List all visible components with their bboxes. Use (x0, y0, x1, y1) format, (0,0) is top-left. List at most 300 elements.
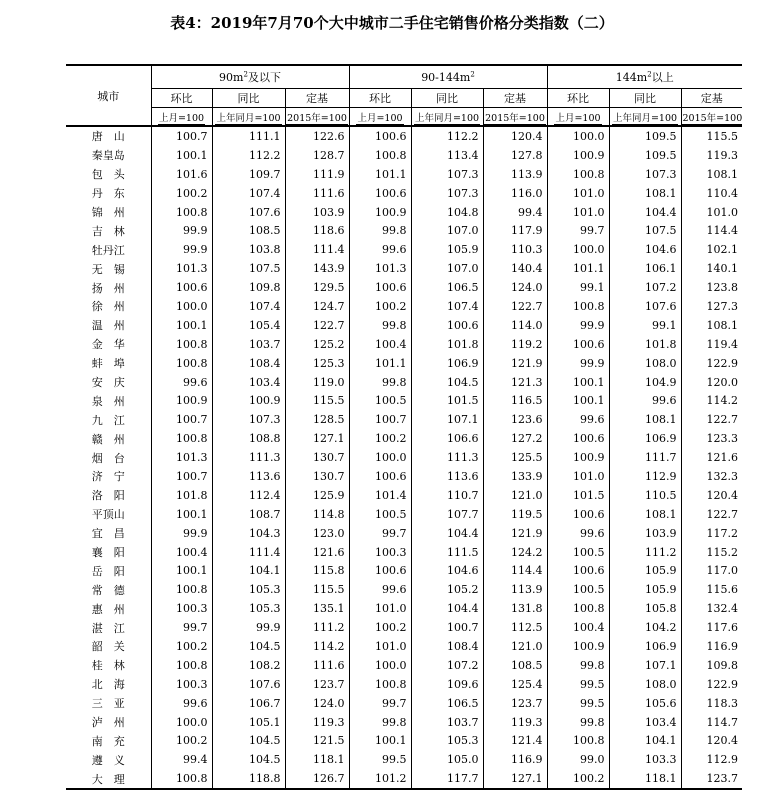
index-value: 100.2 (151, 732, 212, 751)
index-value: 100.0 (349, 656, 411, 675)
index-value: 107.6 (212, 203, 285, 222)
base-header-text: 上月=100 (357, 112, 403, 124)
city-name: 平顶山 (66, 505, 151, 524)
index-value: 111.7 (609, 448, 681, 467)
index-value: 100.6 (547, 429, 609, 448)
index-value: 122.7 (483, 297, 547, 316)
index-value: 100.9 (547, 448, 609, 467)
table-row (66, 297, 742, 316)
index-value: 100.6 (349, 126, 411, 146)
table-header (66, 65, 742, 126)
index-value: 126.7 (285, 769, 349, 789)
table-row (66, 713, 742, 732)
index-value: 101.8 (151, 486, 212, 505)
index-value: 115.5 (285, 391, 349, 410)
index-value: 101.1 (547, 259, 609, 278)
index-value: 111.2 (609, 543, 681, 562)
city-column-header: 城市 (66, 65, 151, 126)
city-name: 惠 州 (66, 599, 151, 618)
index-value: 106.9 (609, 637, 681, 656)
index-value: 99.1 (609, 316, 681, 335)
index-value: 125.9 (285, 486, 349, 505)
index-value: 100.6 (547, 505, 609, 524)
index-value: 100.8 (151, 335, 212, 354)
index-value: 129.5 (285, 278, 349, 297)
index-value: 125.2 (285, 335, 349, 354)
index-value: 107.0 (411, 259, 483, 278)
index-value: 99.4 (483, 203, 547, 222)
index-value: 105.3 (212, 580, 285, 599)
index-value: 100.2 (349, 429, 411, 448)
index-value: 121.5 (285, 732, 349, 751)
index-value: 131.8 (483, 599, 547, 618)
index-value: 121.9 (483, 524, 547, 543)
base-header-2015 (285, 108, 349, 127)
group-header-text: 及以下 (247, 71, 281, 84)
index-value: 111.1 (212, 126, 285, 146)
table-row (66, 240, 742, 259)
index-value: 107.2 (411, 656, 483, 675)
index-value: 100.9 (349, 203, 411, 222)
index-value: 108.5 (483, 656, 547, 675)
index-value: 100.6 (349, 184, 411, 203)
index-value: 100.6 (547, 561, 609, 580)
index-value: 107.5 (212, 259, 285, 278)
index-value: 110.5 (609, 486, 681, 505)
index-value: 100.8 (349, 675, 411, 694)
index-value: 101.5 (411, 391, 483, 410)
index-value: 114.4 (483, 561, 547, 580)
index-value: 99.8 (547, 656, 609, 675)
header-group-row (66, 65, 742, 89)
base-header-text: 上年同月=100 (414, 112, 480, 124)
city-name: 桂 林 (66, 656, 151, 675)
index-value: 119.3 (483, 713, 547, 732)
index-value: 107.0 (411, 221, 483, 240)
index-value: 103.4 (212, 373, 285, 392)
index-value: 105.2 (411, 580, 483, 599)
city-name: 常 德 (66, 580, 151, 599)
index-value: 123.0 (285, 524, 349, 543)
base-header-text: 上月=100 (555, 112, 601, 124)
index-value: 114.8 (285, 505, 349, 524)
index-value: 108.1 (706, 318, 738, 332)
index-value: 100.7 (151, 467, 212, 486)
index-value: 124.2 (483, 543, 547, 562)
index-value: 100.8 (547, 732, 609, 751)
index-value: 120.4 (483, 126, 547, 146)
index-value: 116.9 (483, 750, 547, 769)
index-value: 108.8 (212, 429, 285, 448)
index-value: 100.8 (151, 354, 212, 373)
index-value: 121.6 (285, 543, 349, 562)
index-value: 100.8 (151, 769, 212, 789)
index-value: 105.6 (609, 694, 681, 713)
index-value: 101.3 (151, 259, 212, 278)
index-value: 100.6 (547, 335, 609, 354)
index-value: 100.6 (349, 278, 411, 297)
index-value: 104.5 (212, 732, 285, 751)
index-value: 133.9 (483, 467, 547, 486)
index-value: 101.8 (609, 335, 681, 354)
index-value: 100.2 (151, 637, 212, 656)
index-value: 101.1 (349, 354, 411, 373)
index-value: 103.7 (411, 713, 483, 732)
index-value: 116.0 (483, 184, 547, 203)
index-value: 119.2 (483, 335, 547, 354)
group-header-text: 90m (219, 71, 244, 84)
index-value: 124.0 (285, 694, 349, 713)
sub-header-yoy: 同比 (212, 89, 285, 108)
index-value: 107.3 (411, 184, 483, 203)
index-value: 107.4 (212, 184, 285, 203)
table-row (66, 448, 742, 467)
index-value: 114.2 (706, 394, 738, 408)
index-value: 99.6 (609, 391, 681, 410)
index-value: 114.7 (706, 715, 738, 729)
index-value: 122.9 (706, 677, 738, 691)
index-value: 127.1 (483, 769, 547, 789)
city-name: 泉 州 (66, 391, 151, 410)
index-value: 101.3 (151, 448, 212, 467)
index-value: 121.0 (483, 637, 547, 656)
index-value: 111.2 (285, 618, 349, 637)
index-value: 99.9 (151, 524, 212, 543)
table-row (66, 769, 742, 789)
city-name: 锦 州 (66, 203, 151, 222)
index-value: 104.8 (411, 203, 483, 222)
index-value: 125.4 (483, 675, 547, 694)
index-value: 117.0 (706, 564, 738, 578)
city-name: 赣 州 (66, 429, 151, 448)
index-value: 103.8 (212, 240, 285, 259)
city-name: 徐 州 (66, 297, 151, 316)
base-header-2015 (681, 108, 742, 127)
index-value: 111.6 (285, 184, 349, 203)
city-name: 包 头 (66, 165, 151, 184)
index-value: 99.8 (349, 221, 411, 240)
index-value: 100.3 (349, 543, 411, 562)
index-value: 115.5 (706, 129, 738, 143)
index-value: 122.7 (285, 316, 349, 335)
index-value: 140.1 (706, 262, 738, 276)
index-value: 105.9 (609, 561, 681, 580)
index-value: 101.6 (151, 165, 212, 184)
index-value: 113.9 (483, 165, 547, 184)
index-value: 107.3 (212, 410, 285, 429)
index-value: 107.2 (609, 278, 681, 297)
table-row (66, 505, 742, 524)
index-value: 117.9 (483, 221, 547, 240)
index-value: 105.9 (609, 580, 681, 599)
base-header-text: 2015年=100 (287, 112, 347, 124)
index-value: 128.5 (285, 410, 349, 429)
index-value: 100.9 (547, 637, 609, 656)
index-value: 112.2 (212, 146, 285, 165)
index-value: 100.8 (151, 429, 212, 448)
index-value: 108.7 (212, 505, 285, 524)
table-row (66, 561, 742, 580)
table-row (66, 146, 742, 165)
table-row (66, 221, 742, 240)
city-name: 金 华 (66, 335, 151, 354)
index-value: 104.4 (411, 599, 483, 618)
base-header-text: 2015年=100 (485, 112, 545, 124)
index-value: 100.8 (547, 599, 609, 618)
index-value: 109.5 (609, 126, 681, 146)
index-value: 101.0 (349, 637, 411, 656)
index-value: 106.9 (411, 354, 483, 373)
city-name: 扬 州 (66, 278, 151, 297)
index-value: 122.7 (706, 507, 738, 521)
index-value: 119.3 (285, 713, 349, 732)
index-value: 99.9 (151, 240, 212, 259)
index-value: 140.4 (483, 259, 547, 278)
city-name: 唐 山 (66, 126, 151, 146)
table-row (66, 732, 742, 751)
index-value: 107.5 (609, 221, 681, 240)
index-value: 100.5 (349, 391, 411, 410)
index-value: 109.8 (706, 658, 738, 672)
index-value: 111.4 (212, 543, 285, 562)
city-name: 丹 东 (66, 184, 151, 203)
index-value: 115.5 (285, 580, 349, 599)
index-value: 104.3 (212, 524, 285, 543)
index-value: 106.6 (411, 429, 483, 448)
index-value: 112.4 (212, 486, 285, 505)
index-value: 130.7 (285, 448, 349, 467)
index-value: 100.6 (411, 316, 483, 335)
index-value: 118.1 (285, 750, 349, 769)
sub-header-mom: 环比 (151, 89, 212, 108)
city-name: 韶 关 (66, 637, 151, 656)
index-value: 101.0 (547, 467, 609, 486)
index-value: 101.0 (547, 203, 609, 222)
index-value: 104.1 (212, 561, 285, 580)
index-value: 109.6 (411, 675, 483, 694)
index-value: 101.5 (547, 486, 609, 505)
index-value: 112.9 (609, 467, 681, 486)
index-value: 100.0 (349, 448, 411, 467)
index-value: 99.6 (547, 524, 609, 543)
index-value: 101.8 (411, 335, 483, 354)
index-value: 115.6 (706, 583, 738, 597)
index-value: 113.4 (411, 146, 483, 165)
index-value: 116.5 (483, 391, 547, 410)
index-value: 104.9 (609, 373, 681, 392)
index-value: 99.5 (547, 694, 609, 713)
index-value: 106.1 (609, 259, 681, 278)
base-header-2015 (483, 108, 547, 127)
index-value: 119.5 (483, 505, 547, 524)
index-value: 119.4 (706, 337, 738, 351)
index-value: 99.8 (547, 713, 609, 732)
index-value: 100.8 (151, 580, 212, 599)
city-name: 九 江 (66, 410, 151, 429)
index-value: 105.4 (212, 316, 285, 335)
index-value: 109.7 (212, 165, 285, 184)
index-value: 107.1 (609, 656, 681, 675)
city-name: 襄 阳 (66, 543, 151, 562)
index-value: 110.7 (411, 486, 483, 505)
index-value: 99.7 (349, 524, 411, 543)
index-value: 99.6 (151, 373, 212, 392)
group-header-text: 以上 (651, 71, 674, 84)
city-name: 泸 州 (66, 713, 151, 732)
index-value: 103.9 (609, 524, 681, 543)
city-name: 北 海 (66, 675, 151, 694)
index-value: 100.0 (547, 240, 609, 259)
index-value: 100.8 (349, 146, 411, 165)
index-value: 122.6 (285, 126, 349, 146)
index-value: 100.1 (151, 561, 212, 580)
index-value: 121.4 (483, 732, 547, 751)
table-row (66, 316, 742, 335)
index-value: 100.4 (151, 543, 212, 562)
index-value: 117.6 (706, 621, 738, 635)
index-value: 135.1 (285, 599, 349, 618)
index-value: 99.6 (349, 240, 411, 259)
index-value: 101.0 (349, 599, 411, 618)
index-value: 100.1 (349, 732, 411, 751)
index-value: 111.3 (411, 448, 483, 467)
index-value: 104.4 (411, 524, 483, 543)
table-row (66, 599, 742, 618)
index-value: 107.4 (212, 297, 285, 316)
index-value: 117.7 (411, 769, 483, 789)
index-value: 99.7 (547, 221, 609, 240)
city-name: 济 宁 (66, 467, 151, 486)
sub-header-mom: 环比 (547, 89, 609, 108)
base-header-prev-month (349, 108, 411, 127)
index-value: 104.5 (411, 373, 483, 392)
base-header-prev-month (547, 108, 609, 127)
index-value: 122.9 (706, 356, 738, 370)
index-value: 103.4 (609, 713, 681, 732)
index-value: 99.4 (151, 750, 212, 769)
base-header-text: 2015年=100 (682, 112, 742, 124)
index-value: 101.0 (706, 205, 738, 219)
index-value: 132.4 (706, 602, 738, 616)
city-name: 南 充 (66, 732, 151, 751)
index-value: 115.8 (285, 561, 349, 580)
index-value: 110.4 (706, 186, 738, 200)
index-value: 104.6 (609, 240, 681, 259)
city-name: 洛 阳 (66, 486, 151, 505)
index-value: 123.7 (681, 769, 742, 789)
base-header-prev-year (411, 108, 483, 127)
index-value: 108.4 (212, 354, 285, 373)
index-value: 99.7 (151, 618, 212, 637)
index-value: 107.3 (411, 165, 483, 184)
index-value: 130.7 (285, 467, 349, 486)
city-name: 安 庆 (66, 373, 151, 392)
group-header-text: 90-144m (421, 70, 471, 84)
index-value: 100.5 (547, 543, 609, 562)
index-value: 99.6 (349, 580, 411, 599)
table-row (66, 580, 742, 599)
index-value: 116.9 (706, 639, 738, 653)
index-value: 120.4 (706, 488, 738, 502)
index-value: 125.5 (483, 448, 547, 467)
table-body (66, 126, 742, 789)
index-value: 127.2 (483, 429, 547, 448)
table-row (66, 203, 742, 222)
index-value: 108.0 (609, 354, 681, 373)
index-value: 100.6 (349, 561, 411, 580)
index-value: 100.7 (411, 618, 483, 637)
index-value: 120.0 (706, 375, 738, 389)
index-value: 118.8 (212, 769, 285, 789)
index-value: 105.1 (212, 713, 285, 732)
index-value: 112.9 (706, 753, 738, 767)
table-row (66, 391, 742, 410)
index-value: 100.1 (547, 373, 609, 392)
index-value: 108.1 (609, 505, 681, 524)
index-value: 122.7 (706, 413, 738, 427)
index-value: 103.9 (285, 203, 349, 222)
index-value: 132.3 (706, 469, 738, 483)
table-row (66, 637, 742, 656)
table-row (66, 335, 742, 354)
index-value: 103.3 (609, 750, 681, 769)
city-name: 烟 台 (66, 448, 151, 467)
price-index-table (66, 64, 742, 790)
city-name: 秦皇岛 (66, 146, 151, 165)
index-value: 101.0 (547, 184, 609, 203)
index-value: 114.0 (483, 316, 547, 335)
index-value: 100.3 (151, 599, 212, 618)
index-value: 123.7 (285, 675, 349, 694)
index-value: 113.6 (411, 467, 483, 486)
index-value: 118.6 (285, 221, 349, 240)
index-value: 100.7 (349, 410, 411, 429)
table-row (66, 165, 742, 184)
index-value: 100.2 (547, 769, 609, 789)
index-value: 99.0 (547, 750, 609, 769)
index-value: 107.1 (411, 410, 483, 429)
table-row (66, 410, 742, 429)
index-value: 121.0 (483, 486, 547, 505)
index-value: 118.3 (706, 696, 738, 710)
index-value: 109.5 (609, 146, 681, 165)
index-value: 99.1 (547, 278, 609, 297)
sub-header-yoy: 同比 (609, 89, 681, 108)
index-value: 121.6 (706, 451, 738, 465)
index-value: 113.6 (212, 467, 285, 486)
index-value: 123.6 (483, 410, 547, 429)
index-value: 118.1 (609, 769, 681, 789)
table-row (66, 278, 742, 297)
index-value: 111.5 (411, 543, 483, 562)
index-value: 100.6 (151, 278, 212, 297)
index-value: 104.1 (609, 732, 681, 751)
index-value: 100.1 (151, 146, 212, 165)
index-value: 114.2 (285, 637, 349, 656)
table-row (66, 184, 742, 203)
table-row (66, 618, 742, 637)
index-value: 108.1 (706, 167, 738, 181)
index-value: 101.2 (349, 769, 411, 789)
index-value: 99.9 (212, 618, 285, 637)
index-value: 119.3 (706, 148, 738, 162)
city-name: 蚌 埠 (66, 354, 151, 373)
index-value: 111.3 (212, 448, 285, 467)
index-value: 113.9 (483, 580, 547, 599)
index-value: 100.0 (151, 297, 212, 316)
group-header-sup: 2 (243, 70, 248, 79)
sub-header-mom: 环比 (349, 89, 411, 108)
